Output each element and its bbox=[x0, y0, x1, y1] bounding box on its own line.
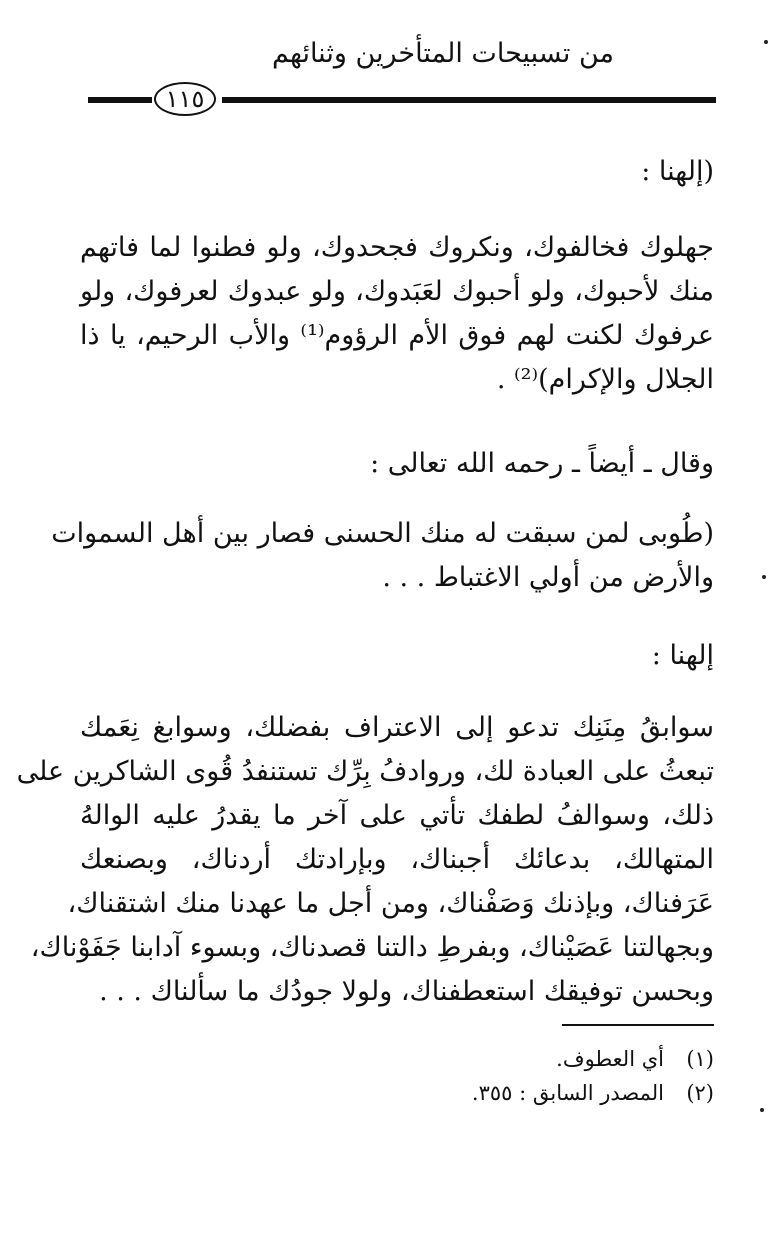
text-line: ذلك، وسوالفُ لطفك تأتي على آخر ما يقدرُ عليه الوالهُ bbox=[80, 800, 714, 831]
text-line: (إلهنا : bbox=[641, 156, 714, 187]
text-line: وبحسن توفيقك استعطفناك، ولولا جودُك ما سألناك . . . bbox=[99, 976, 714, 1007]
text-line: (طُوبى لمن سبقت له منك الحسنى فصار بين أهل السموات bbox=[51, 518, 714, 549]
footnote-2 bbox=[314, 1076, 714, 1110]
page-number: ١١٥ bbox=[154, 82, 216, 116]
paragraph-5 bbox=[80, 634, 714, 678]
text-line: عرفوك لكنت لهم فوق الأم الرؤوم⁽¹⁾ والأب الرحيم، يا ذا bbox=[80, 320, 714, 351]
paragraph-2 bbox=[80, 226, 714, 402]
footnote-number: (١) bbox=[686, 1047, 714, 1071]
text-line: سوابقُ مِنَنِك تدعو إلى الاعتراف بفضلك، وسوابغ نِعَمك bbox=[80, 712, 714, 743]
running-title: من تسبيحات المتأخرين وثنائهم bbox=[272, 38, 614, 69]
text-line: عَرَفناك، وبإذنك وَصَفْناك، ومن أجل ما عهدنا منك اشتقناك، bbox=[67, 888, 714, 919]
header-rule-right bbox=[222, 97, 716, 103]
text-line: جهلوك فخالفوك، ونكروك فجحدوك، ولو فطنوا لما فاتهم bbox=[80, 232, 714, 263]
scan-mark bbox=[764, 40, 768, 44]
footnote-text: أي العطوف. bbox=[556, 1047, 664, 1071]
paragraph-3 bbox=[80, 442, 714, 486]
paragraph-4 bbox=[51, 512, 714, 600]
scan-mark bbox=[760, 1108, 764, 1112]
text-line: إلهنا : bbox=[651, 640, 714, 671]
scan-mark bbox=[762, 575, 766, 579]
text-line: المتهالك، بدعائك أجبناك، وبإرادتك أردناك، وبصنعك bbox=[80, 844, 714, 875]
footnote-number: (٢) bbox=[686, 1081, 714, 1105]
text-line: تبعثُ على العبادة لك، وروادفُ بِرِّك تستنفدُ قُوى الشاكرين على bbox=[16, 756, 714, 787]
paragraph-1 bbox=[80, 150, 714, 194]
footnote-1 bbox=[314, 1042, 714, 1076]
footnotes bbox=[314, 1042, 714, 1110]
text-line: الجلال والإكرام)⁽²⁾ . bbox=[496, 364, 714, 395]
text-line: والأرض من أولي الاغتباط . . . bbox=[382, 562, 714, 593]
header-rule bbox=[88, 82, 716, 120]
text-line: منك لأحبوك، ولو أحبوك لعَبَدوك، ولو عبدوك لعرفوك، ولو bbox=[80, 276, 714, 307]
footnote-text: المصدر السابق : ٣٥٥. bbox=[471, 1081, 664, 1105]
text-line: وبجهالتنا عَصَيْناك، وبفرطِ دالتنا قصدناك، وبسوء آدابنا جَفَوْناك، bbox=[30, 932, 714, 963]
footnote-separator bbox=[562, 1024, 714, 1026]
header-rule-left bbox=[88, 97, 152, 103]
paragraph-6 bbox=[16, 706, 714, 1014]
text-line: وقال ـ أيضاً ـ رحمه الله تعالى : bbox=[370, 448, 714, 479]
